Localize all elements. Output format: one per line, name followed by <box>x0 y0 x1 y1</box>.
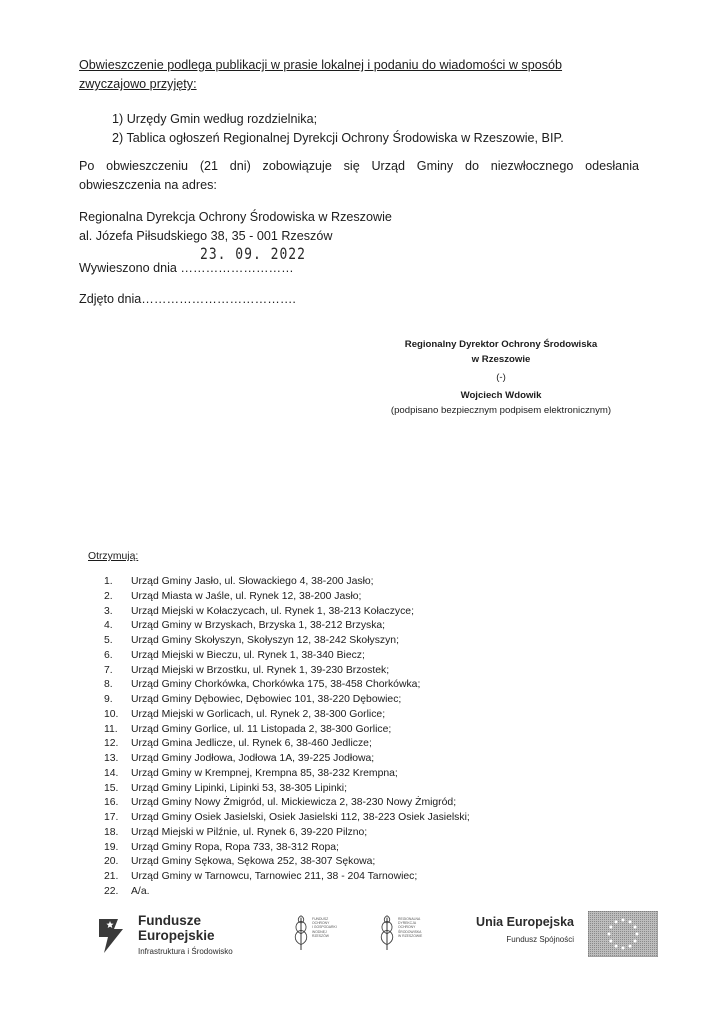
list-item <box>104 826 470 841</box>
eu-star-icon <box>634 926 637 929</box>
tree-logo-line: I GOSPODARKI <box>312 925 337 930</box>
signer-name: Wojciech Wdowik <box>460 390 542 401</box>
list-item <box>104 796 470 811</box>
tree-logo-line: WODNEJ <box>312 929 327 934</box>
tree-logo-line: FUNDUSZ <box>312 917 329 921</box>
publication-notice <box>79 56 639 94</box>
publication-places-list <box>112 110 564 148</box>
list-item-text: Urząd Gminy Ropa, Ropa 733, 38-312 Ropa; <box>131 841 339 853</box>
list-item-number: 5. <box>104 635 113 646</box>
tree-logo-line: REGIONALNA <box>398 917 421 921</box>
fe-subtitle: Infrastruktura i Środowisko <box>138 947 233 956</box>
list-item-number: 21. <box>104 871 119 882</box>
leaf-tree-logo-icon <box>292 911 310 953</box>
signature-mark: (-) <box>496 372 506 383</box>
fe-title-line-2: Europejskie <box>138 928 215 943</box>
eu-star-icon <box>622 947 625 950</box>
list-item <box>104 664 470 679</box>
list-item-number: 1. <box>104 576 113 587</box>
list-item-number: 4. <box>104 620 113 632</box>
address-line-2: al. Józefa Piłsudskiego 38, 35 - 001 Rzeszów <box>79 229 333 243</box>
eu-star-icon <box>622 919 625 922</box>
list-item-number: 2. <box>104 590 113 602</box>
list-item-text: Urząd Miejski w Gorlicach, ul. Rynek 2, 38-300 Gorlice; <box>131 708 386 720</box>
fe-title-line-1: Fundusze <box>138 913 201 928</box>
recipients-list <box>104 575 470 900</box>
tree-logo-line: RZESZÓW <box>312 933 329 938</box>
list-item <box>104 737 470 752</box>
list-item-text: Urząd Miejski w Bieczu, ul. Rynek 1, 38-340 Biecz; <box>131 649 365 661</box>
list-item-number: 17. <box>104 812 119 823</box>
eu-star-icon <box>609 926 612 929</box>
list-item <box>104 619 470 634</box>
list-item-number: 3. <box>104 605 113 617</box>
list-item-text: Urząd Gminy w Krempnej, Krempna 85, 38-232 Krempna; <box>131 767 398 779</box>
list-item-number: 11. <box>104 723 118 735</box>
tree-logo-1-text <box>312 917 337 938</box>
unia-europejska-logo <box>466 915 574 944</box>
signature-note: (podpisano bezpiecznym podpisem elektronicznym) <box>390 405 612 416</box>
list-item <box>104 885 470 900</box>
tree-logo-line: ŚRODOWISKA <box>398 929 422 934</box>
fundusze-europejskie-flag-icon <box>96 915 126 955</box>
removed-date-field: Zdjęto dnia………………………………. <box>79 292 296 306</box>
list-item-number: 20. <box>104 856 119 868</box>
leaf-tree-logo-icon <box>378 911 396 953</box>
list-item <box>104 767 470 782</box>
list-item-text: Urząd Miejski w Pilźnie, ul. Rynek 6, 39-220 Pilzno; <box>131 826 368 838</box>
recipients-heading: Otrzymują: <box>88 551 139 562</box>
list-item-number: 7. <box>104 664 113 676</box>
tree-logo-2 <box>378 911 438 961</box>
signer-title-line-1: Regionalny Dyrektor Ochrony Środowiska <box>404 339 598 350</box>
list-item <box>104 634 470 649</box>
tree-logo-line: OCHRONY <box>312 921 330 926</box>
eu-star-icon <box>636 933 639 936</box>
list-item <box>104 855 470 870</box>
list-item-text: Urząd Gminy Jasło, ul. Słowackiego 4, 38-200 Jasło; <box>131 576 374 587</box>
list-item-text: Urząd Gmina Jedlicze, ul. Rynek 6, 38-460 Jedlicze; <box>131 738 372 750</box>
list-item <box>104 841 470 856</box>
signer-title-line-2: w Rzeszowie <box>471 354 531 365</box>
list-item-text: Urząd Miejski w Kołaczycach, ul. Rynek 1, 38-213 Kołaczyce; <box>131 605 414 617</box>
eu-star-icon <box>609 940 612 943</box>
list-item <box>104 575 470 590</box>
list-item <box>104 723 470 738</box>
ue-subtitle: Fundusz Spójności <box>506 935 574 944</box>
signature-block <box>370 337 632 418</box>
tree-logo-line: OCHRONY <box>398 925 416 930</box>
list-item-number: 18. <box>104 826 119 838</box>
eu-star-icon <box>608 933 611 936</box>
tree-logo-2-text <box>398 917 422 938</box>
publication-place: 2) Tablica ogłoszeń Regionalnej Dyrekcji Ochrony Środowiska w Rzeszowie, BIP. <box>112 131 564 145</box>
list-item-number: 15. <box>104 782 119 794</box>
eu-star-icon <box>634 940 637 943</box>
list-item-number: 10. <box>104 708 119 720</box>
list-item-number: 13. <box>104 753 119 764</box>
publication-notice-line-1: Obwieszczenie podlega publikacji w prasie lokalnej i podaniu do wiadomości w sposób <box>79 58 563 72</box>
eu-star-icon <box>615 920 618 923</box>
tree-logo-1 <box>292 911 352 961</box>
list-item-text: Urząd Gminy Nowy Żmigród, ul. Mickiewicza 2, 38-230 Nowy Żmigród; <box>131 797 457 809</box>
eu-star-icon <box>629 945 632 948</box>
list-item <box>104 605 470 620</box>
publication-notice-line-2: zwyczajowo przyjęty: <box>79 77 197 91</box>
date-stamp: 23. 09. 2022 <box>200 246 306 264</box>
obligation-paragraph: Po obwieszczeniu (21 dni) zobowiązuje się Urząd Gminy do niezwłocznego odesłania obwieszczenia na adres: <box>79 159 639 192</box>
list-item-text: Urząd Gminy Gorlice, ul. 11 Listopada 2, 38-300 Gorlice; <box>131 723 392 735</box>
list-item <box>104 708 470 723</box>
list-item-text: Urząd Gminy Dębowiec, Dębowiec 101, 38-220 Dębowiec; <box>131 694 402 705</box>
list-item-text: Urząd Gminy w Brzyskach, Brzyska 1, 38-212 Brzyska; <box>131 620 386 632</box>
publication-place: 1) Urzędy Gmin według rozdzielnika; <box>112 112 318 126</box>
list-item-number: 6. <box>104 649 113 661</box>
list-item-number: 9. <box>104 694 113 705</box>
list-item <box>104 782 470 797</box>
list-item-text: Urząd Miasta w Jaśle, ul. Rynek 12, 38-200 Jasło; <box>131 590 362 602</box>
fundusze-europejskie-logo <box>138 913 233 956</box>
list-item-text: A/a. <box>131 885 150 897</box>
list-item <box>104 678 470 693</box>
list-item-text: Urząd Gminy w Tarnowcu, Tarnowiec 211, 38 - 204 Tarnowiec; <box>131 871 418 882</box>
list-item-text: Urząd Gminy Sękowa, Sękowa 252, 38-307 Sękowa; <box>131 856 376 868</box>
list-item <box>104 649 470 664</box>
list-item <box>104 752 470 767</box>
list-item <box>104 870 470 885</box>
tree-logo-line: DYREKCJA <box>398 921 417 926</box>
list-item-number: 12. <box>104 738 119 750</box>
list-item-text: Urząd Gminy Chorkówka, Chorkówka 175, 38-458 Chorkówka; <box>131 679 421 691</box>
list-item-text: Urząd Gminy Skołyszyn, Skołyszyn 12, 38-242 Skołyszyn; <box>131 635 399 646</box>
return-address <box>79 208 392 246</box>
list-item <box>104 811 470 826</box>
list-item-text: Urząd Gminy Osiek Jasielski, Osiek Jasielski 112, 38-223 Osiek Jasielski; <box>131 812 470 823</box>
eu-star-icon <box>629 920 632 923</box>
eu-star-icon <box>615 945 618 948</box>
ue-title: Unia Europejska <box>476 915 574 929</box>
list-item-text: Urząd Gminy Lipinki, Lipinki 53, 38-305 Lipinki; <box>131 782 348 794</box>
list-item-number: 22. <box>104 885 119 897</box>
list-item-number: 14. <box>104 767 119 779</box>
list-item-text: Urząd Miejski w Brzostku, ul. Rynek 1, 39-230 Brzostek; <box>131 664 390 676</box>
eu-flag-icon <box>588 911 658 957</box>
list-item-number: 19. <box>104 841 119 853</box>
list-item <box>104 693 470 708</box>
list-item-number: 16. <box>104 797 119 809</box>
posted-date-field: Wywieszono dnia ……………………… <box>79 261 294 275</box>
tree-logo-line: W RZESZOWIE <box>398 933 423 938</box>
list-item-number: 8. <box>104 679 113 691</box>
address-line-1: Regionalna Dyrekcja Ochrony Środowiska w Rzeszowie <box>79 210 392 224</box>
list-item <box>104 590 470 605</box>
funding-logos-footer <box>0 905 725 975</box>
list-item-text: Urząd Gminy Jodłowa, Jodłowa 1A, 39-225 Jodłowa; <box>131 753 375 764</box>
